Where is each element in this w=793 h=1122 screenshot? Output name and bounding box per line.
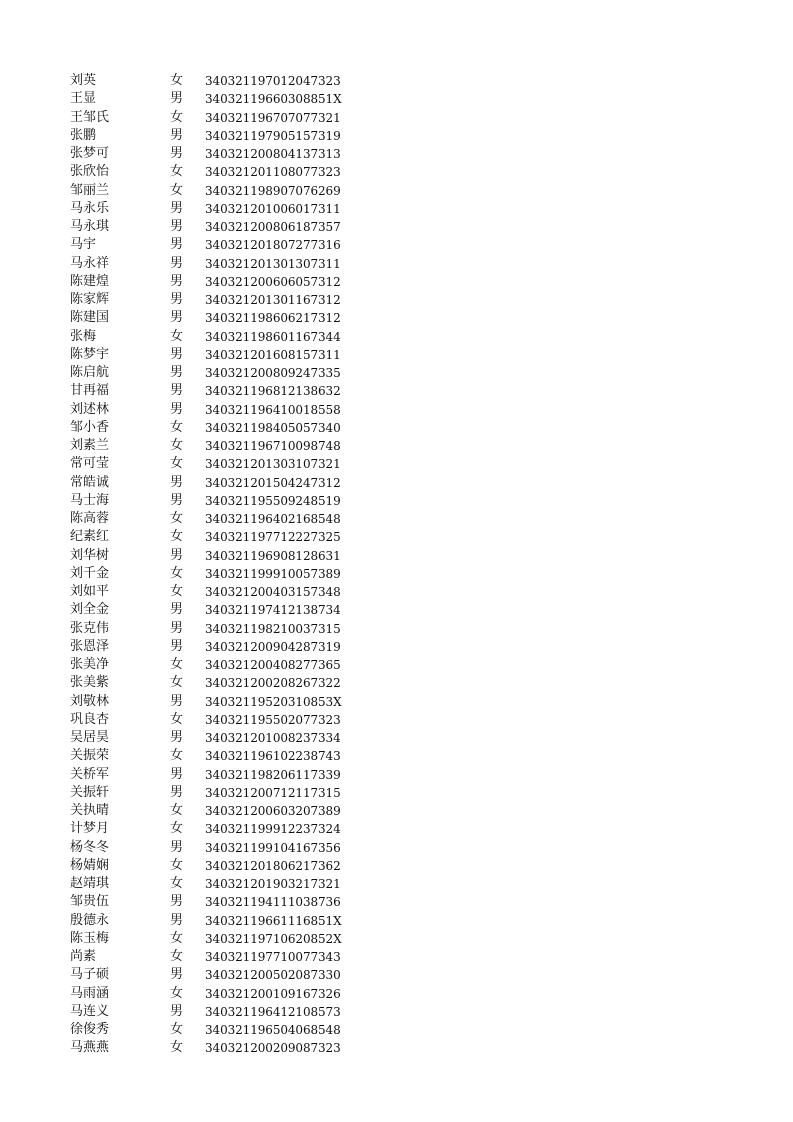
person-id-number: 340321200904287319 bbox=[205, 639, 341, 654]
table-row bbox=[70, 90, 370, 108]
person-gender: 男 bbox=[170, 839, 184, 855]
person-name: 吴居昊 bbox=[70, 730, 110, 745]
person-gender: 男 bbox=[170, 292, 184, 307]
person-name: 计梦月 bbox=[70, 821, 110, 837]
person-id-number: 340321198405057340 bbox=[205, 420, 341, 435]
person-gender: 男 bbox=[170, 310, 184, 326]
person-name: 张梦可 bbox=[70, 146, 110, 161]
person-gender: 女 bbox=[170, 803, 184, 818]
table-row bbox=[70, 382, 370, 400]
person-name: 刘华树 bbox=[70, 547, 110, 563]
person-name: 尚素 bbox=[70, 949, 97, 964]
person-gender: 女 bbox=[170, 438, 184, 453]
person-gender: 男 bbox=[170, 492, 184, 508]
person-id-number: 34032119661116851X bbox=[205, 913, 342, 928]
person-id-number: 34032119520310853X bbox=[205, 694, 342, 709]
person-id-number: 340321196710098748 bbox=[205, 439, 341, 453]
table-row bbox=[70, 930, 370, 948]
person-name: 张克伟 bbox=[70, 620, 110, 636]
table-row bbox=[70, 182, 370, 200]
person-id-number: 340321201807277316 bbox=[205, 238, 341, 253]
person-id-number: 340321200403157348 bbox=[205, 585, 341, 599]
table-row bbox=[70, 693, 370, 711]
table-row bbox=[70, 255, 370, 273]
table-row bbox=[70, 875, 370, 893]
table-row bbox=[70, 656, 370, 674]
person-gender: 男 bbox=[170, 1003, 184, 1019]
person-id-number: 340321200408277365 bbox=[205, 658, 341, 672]
table-row bbox=[70, 985, 370, 1003]
person-gender: 女 bbox=[170, 419, 184, 435]
table-row bbox=[70, 583, 370, 601]
person-gender: 女 bbox=[170, 949, 184, 964]
person-id-number: 340321198606217312 bbox=[205, 311, 341, 326]
person-gender: 女 bbox=[170, 529, 184, 545]
table-row bbox=[70, 328, 370, 346]
person-gender: 男 bbox=[170, 401, 184, 417]
person-gender: 男 bbox=[170, 383, 184, 399]
table-row bbox=[70, 729, 370, 747]
person-id-number: 340321198206117339 bbox=[205, 767, 341, 782]
person-id-number: 340321195509248519 bbox=[205, 493, 341, 508]
person-name: 张鹏 bbox=[70, 127, 97, 143]
person-gender: 男 bbox=[170, 638, 184, 654]
table-row bbox=[70, 437, 370, 455]
person-gender: 男 bbox=[170, 237, 184, 253]
person-gender: 女 bbox=[170, 182, 184, 198]
person-gender: 男 bbox=[170, 365, 184, 380]
person-name: 张欣怡 bbox=[70, 164, 110, 180]
person-id-number: 340321200606057312 bbox=[205, 274, 341, 289]
person-name: 马士海 bbox=[70, 492, 110, 508]
person-name: 陈启航 bbox=[70, 365, 110, 380]
table-row bbox=[70, 200, 370, 218]
person-name: 王邹氏 bbox=[70, 109, 110, 125]
person-gender: 女 bbox=[170, 876, 184, 891]
person-gender: 女 bbox=[170, 675, 184, 691]
person-name: 关执晴 bbox=[70, 803, 110, 818]
person-id-number: 340321198907076269 bbox=[205, 183, 341, 198]
person-id-number: 340321197712227325 bbox=[205, 530, 341, 545]
person-id-number: 340321201301167312 bbox=[205, 293, 341, 307]
person-gender: 女 bbox=[170, 1040, 184, 1056]
person-name: 张梅 bbox=[70, 328, 97, 344]
table-row bbox=[70, 291, 370, 309]
person-id-number: 340321197905157319 bbox=[205, 128, 341, 143]
person-id-number: 340321201303107321 bbox=[205, 457, 341, 472]
table-row bbox=[70, 1021, 370, 1039]
person-gender: 女 bbox=[170, 328, 184, 344]
person-name: 马永乐 bbox=[70, 200, 110, 216]
person-name: 常可莹 bbox=[70, 456, 110, 472]
person-id-number: 340321195502077323 bbox=[205, 712, 341, 727]
person-gender: 男 bbox=[170, 693, 184, 709]
table-row bbox=[70, 711, 370, 729]
person-name: 徐俊秀 bbox=[70, 1022, 110, 1037]
person-name: 马宇 bbox=[70, 237, 97, 253]
person-name: 张恩泽 bbox=[70, 638, 110, 654]
person-name: 邹丽兰 bbox=[70, 182, 110, 198]
person-name: 陈高蓉 bbox=[70, 511, 110, 526]
person-id-number: 340321200804137313 bbox=[205, 147, 341, 161]
person-id-number: 340321200809247335 bbox=[205, 366, 341, 380]
person-id-number: 340321196812138632 bbox=[205, 384, 341, 399]
person-id-number: 34032119710620852X bbox=[205, 931, 342, 946]
person-name: 杨婧娴 bbox=[70, 857, 110, 873]
table-row bbox=[70, 455, 370, 473]
person-id-number: 340321201006017311 bbox=[205, 201, 341, 216]
person-id-number: 340321196908128631 bbox=[205, 548, 341, 563]
person-id-number: 340321199912237324 bbox=[205, 822, 341, 837]
person-name: 陈玉梅 bbox=[70, 930, 110, 946]
table-row bbox=[70, 547, 370, 565]
person-id-number: 340321196402168548 bbox=[205, 512, 341, 526]
person-gender: 女 bbox=[170, 584, 184, 599]
person-gender: 男 bbox=[170, 200, 184, 216]
person-gender: 女 bbox=[170, 1022, 184, 1037]
person-id-number: 340321197710077343 bbox=[205, 950, 341, 964]
table-row bbox=[70, 218, 370, 236]
table-row bbox=[70, 674, 370, 692]
person-gender: 男 bbox=[170, 219, 184, 234]
person-id-number: 34032119660308851X bbox=[205, 92, 342, 107]
person-gender: 男 bbox=[170, 146, 184, 161]
person-name: 刘述林 bbox=[70, 401, 110, 417]
person-name: 陈建煌 bbox=[70, 273, 110, 289]
table-row bbox=[70, 72, 370, 90]
person-id-number: 340321200712117315 bbox=[205, 785, 341, 800]
person-id-number: 340321200806187357 bbox=[205, 220, 341, 234]
person-gender: 女 bbox=[170, 565, 184, 581]
table-row bbox=[70, 364, 370, 382]
table-row bbox=[70, 309, 370, 327]
person-id-number: 340321199104167356 bbox=[205, 840, 341, 855]
table-row bbox=[70, 966, 370, 984]
person-name: 刘敬林 bbox=[70, 693, 110, 709]
person-name: 马燕燕 bbox=[70, 1040, 110, 1056]
table-row bbox=[70, 912, 370, 930]
person-id-number: 340321196707077321 bbox=[205, 110, 341, 125]
person-name: 刘全金 bbox=[70, 602, 110, 618]
person-gender: 女 bbox=[170, 511, 184, 526]
person-id-number: 340321201806217362 bbox=[205, 858, 341, 873]
person-id-number: 340321200208267322 bbox=[205, 676, 341, 691]
person-name: 王显 bbox=[70, 91, 97, 107]
table-row bbox=[70, 802, 370, 820]
person-id-number: 340321201108077323 bbox=[205, 165, 341, 180]
table-row bbox=[70, 620, 370, 638]
person-id-number: 340321200502087330 bbox=[205, 968, 341, 983]
person-id-number: 340321200209087323 bbox=[205, 1041, 341, 1056]
table-row bbox=[70, 948, 370, 966]
person-name: 关振荣 bbox=[70, 748, 110, 764]
person-gender: 女 bbox=[170, 73, 184, 88]
person-id-number: 340321201903217321 bbox=[205, 877, 341, 891]
table-row bbox=[70, 839, 370, 857]
person-name: 马子硕 bbox=[70, 967, 110, 983]
person-name: 马永祥 bbox=[70, 255, 110, 271]
person-name: 纪素红 bbox=[70, 529, 110, 545]
table-row bbox=[70, 820, 370, 838]
person-gender: 女 bbox=[170, 985, 184, 1001]
person-gender: 男 bbox=[170, 91, 184, 107]
person-name: 邹贵伍 bbox=[70, 894, 110, 910]
person-name: 马永琪 bbox=[70, 219, 110, 234]
person-name: 关桥军 bbox=[70, 766, 110, 782]
table-row bbox=[70, 346, 370, 364]
person-id-number: 340321201504247312 bbox=[205, 475, 341, 490]
person-id-number: 340321197412138734 bbox=[205, 603, 341, 618]
person-gender: 女 bbox=[170, 857, 184, 873]
person-gender: 男 bbox=[170, 255, 184, 271]
table-row bbox=[70, 492, 370, 510]
person-id-number: 340321196504068548 bbox=[205, 1023, 341, 1037]
person-name: 张美紫 bbox=[70, 675, 110, 691]
person-gender: 男 bbox=[170, 474, 184, 490]
person-id-number: 340321201301307311 bbox=[205, 256, 341, 271]
person-gender: 女 bbox=[170, 711, 184, 727]
table-row bbox=[70, 1039, 370, 1057]
person-id-number: 340321196412108573 bbox=[205, 1004, 341, 1019]
person-gender: 男 bbox=[170, 766, 184, 782]
person-name: 刘如平 bbox=[70, 584, 110, 599]
person-gender: 女 bbox=[170, 456, 184, 472]
person-name: 赵靖琪 bbox=[70, 876, 110, 891]
table-row bbox=[70, 638, 370, 656]
person-name: 陈家辉 bbox=[70, 292, 110, 307]
person-gender: 男 bbox=[170, 547, 184, 563]
person-name: 马雨涵 bbox=[70, 985, 110, 1001]
person-gender: 男 bbox=[170, 967, 184, 983]
person-gender: 女 bbox=[170, 930, 184, 946]
table-row bbox=[70, 893, 370, 911]
table-row bbox=[70, 236, 370, 254]
table-row bbox=[70, 474, 370, 492]
table-row bbox=[70, 145, 370, 163]
person-id-number: 340321196410018558 bbox=[205, 402, 341, 417]
person-id-number: 340321198601167344 bbox=[205, 329, 341, 344]
person-id-number: 340321194111038736 bbox=[205, 895, 341, 910]
person-gender: 女 bbox=[170, 821, 184, 837]
table-row bbox=[70, 857, 370, 875]
person-id-number: 340321196102238743 bbox=[205, 749, 341, 764]
table-row bbox=[70, 163, 370, 181]
person-name: 陈建国 bbox=[70, 310, 110, 326]
table-row bbox=[70, 766, 370, 784]
person-id-number: 340321201008237334 bbox=[205, 731, 341, 745]
table-row bbox=[70, 601, 370, 619]
person-id-number: 340321197012047323 bbox=[205, 74, 341, 88]
person-gender: 男 bbox=[170, 620, 184, 636]
person-id-number: 340321200109167326 bbox=[205, 986, 341, 1001]
table-row bbox=[70, 510, 370, 528]
person-name: 杨冬冬 bbox=[70, 839, 110, 855]
person-gender: 男 bbox=[170, 912, 184, 928]
person-name: 刘英 bbox=[70, 73, 97, 88]
person-gender: 男 bbox=[170, 894, 184, 910]
table-row bbox=[70, 419, 370, 437]
person-id-number: 340321200603207389 bbox=[205, 804, 341, 818]
person-name: 张美净 bbox=[70, 657, 110, 672]
table-row bbox=[70, 747, 370, 765]
table-row bbox=[70, 109, 370, 127]
person-gender: 男 bbox=[170, 346, 184, 362]
person-gender: 男 bbox=[170, 273, 184, 289]
table-row bbox=[70, 528, 370, 546]
table-row bbox=[70, 127, 370, 145]
person-gender: 男 bbox=[170, 602, 184, 618]
table-row bbox=[70, 273, 370, 291]
person-name: 殷德永 bbox=[70, 912, 110, 928]
person-name: 刘素兰 bbox=[70, 438, 110, 453]
table-row bbox=[70, 1003, 370, 1021]
person-name: 关振轩 bbox=[70, 784, 110, 800]
person-name: 常皓诚 bbox=[70, 474, 110, 490]
person-gender: 女 bbox=[170, 109, 184, 125]
person-gender: 女 bbox=[170, 748, 184, 764]
person-id-number: 340321199910057389 bbox=[205, 566, 341, 581]
person-name: 巩良杏 bbox=[70, 711, 110, 727]
person-name: 马连义 bbox=[70, 1003, 110, 1019]
person-gender: 男 bbox=[170, 730, 184, 745]
person-gender: 女 bbox=[170, 164, 184, 180]
person-gender: 男 bbox=[170, 127, 184, 143]
person-name: 陈梦宇 bbox=[70, 346, 110, 362]
roster-table bbox=[70, 72, 370, 1058]
table-row bbox=[70, 784, 370, 802]
person-gender: 男 bbox=[170, 784, 184, 800]
person-name: 甘再福 bbox=[70, 383, 110, 399]
table-row bbox=[70, 401, 370, 419]
person-id-number: 340321201608157311 bbox=[205, 347, 341, 362]
person-name: 邹小香 bbox=[70, 419, 110, 435]
person-gender: 女 bbox=[170, 657, 184, 672]
person-id-number: 340321198210037315 bbox=[205, 621, 341, 636]
table-row bbox=[70, 565, 370, 583]
person-name: 刘千金 bbox=[70, 565, 110, 581]
